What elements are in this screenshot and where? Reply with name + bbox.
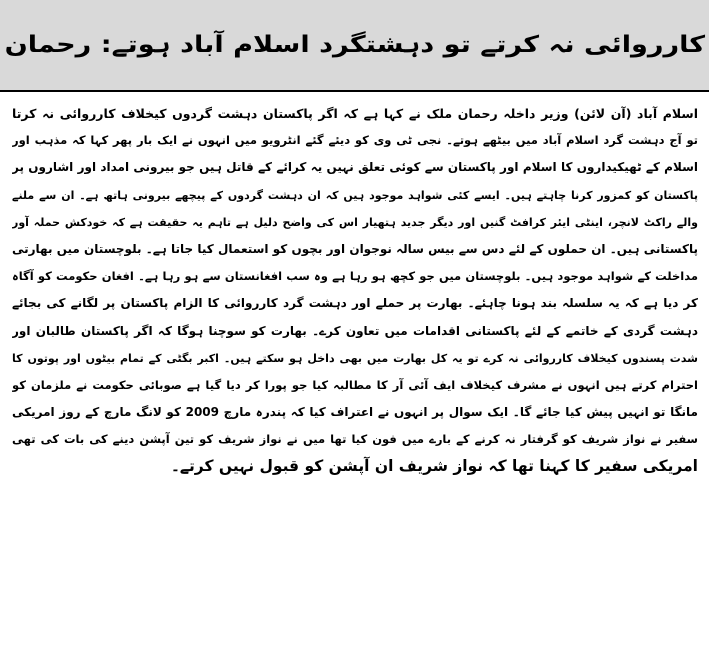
article-line: امریکی سفیر کا کہنا تھا کہ نواز شریف ان آپشن کو قبول نہیں کرتے۔	[170, 457, 698, 476]
article-line: پاکستان کو کمزور کرنا چاہتے ہیں۔ ایسے کئی شواہد موجود ہیں کہ ان دہشت گردوں کے پیچھے بیرونی ہاتھ ہے۔ ان سے ملنے	[12, 188, 698, 202]
article-line: دہشت گردی کے خاتمے کے لئے پاکستانی اقدامات میں تعاون کرے۔ بھارت کو سوچنا ہوگا کہ اگر پاکستان طالبان اور	[12, 323, 698, 338]
article-line: مداخلت کے شواہد موجود ہیں۔ بلوچستان میں جو کچھ ہو رہا ہے وہ سب افغانستان سے ہو رہا ہے۔ افغان حکومت کو آگاہ	[12, 269, 698, 284]
article-line: شدت پسندوں کیخلاف کارروائی نہ کرے تو یہ کل بھارت میں بھی داخل ہو سکتے ہیں۔ اکبر بگٹی کے تمام بیٹوں اور پوتوں کا	[12, 351, 698, 365]
article-line: سفیر نے نواز شریف کو گرفتار نہ کرنے کے بارے میں فون کیا تھا میں نے نواز شریف کو تین آپشن دینے کی بات کی تھی	[12, 432, 698, 447]
article-line: والے راکٹ لانچر، اینٹی ایئر کرافٹ گنیں اور دیگر جدید ہتھیار اس کی واضح دلیل ہے تاہم یہ حقیقت ہے کہ خودکش حملہ آور	[12, 215, 698, 229]
article-line: اسلام آباد (آن لائن) وزیر داخلہ رحمان ملک نے کہا ہے کہ اگر پاکستان دہشت گردوں کیخلاف کارروائی نہ کرتا	[12, 106, 698, 121]
article-line: پاکستانی ہیں۔ ان حملوں کے لئے دس سے بیس سالہ نوجوان اور بچوں کو استعمال کیا جاتا ہے۔ بلوچستان میں بھارتی	[12, 241, 698, 256]
article-line: تو آج دہشت گرد اسلام آباد میں بیٹھے ہوتے۔ نجی ٹی وی کو دیئے گئے انٹرویو میں انہوں نے ایک بار پھر کہا کہ مذہب اور	[12, 133, 698, 148]
headline-banner	[0, 0, 709, 92]
article-line: مانگا تو انہیں پیش کیا جائے گا۔ ایک سوال پر انہوں نے اعتراف کیا کہ پندرہ مارچ 2009 کو لانگ مارچ کے روز امریکی	[12, 405, 698, 420]
article-line: احترام کرتے ہیں انہوں نے مشرف کیخلاف ایف آئی آر کا مطالبہ کیا جو پورا کر دیا گیا ہے صوبائی حکومت نے ملزمان کو	[12, 377, 698, 392]
headline: کارروائی نہ کرتے تو دہشتگرد اسلام آباد ہوتے: رحمان	[4, 31, 705, 58]
article-line: کر دیا ہے کہ یہ سلسلہ بند ہونا چاہئے۔ بھارت پر حملے اور دہشت گرد کارروائی کا الزام پاکستان پر لگانے کی بجائے	[12, 296, 698, 311]
article-line: اسلام کے ٹھیکیداروں کا اسلام اور پاکستان سے کوئی تعلق نہیں یہ کرائے کے قاتل ہیں جو بیرونی امداد اور اشاروں پر	[12, 160, 698, 175]
article-body	[12, 100, 698, 640]
